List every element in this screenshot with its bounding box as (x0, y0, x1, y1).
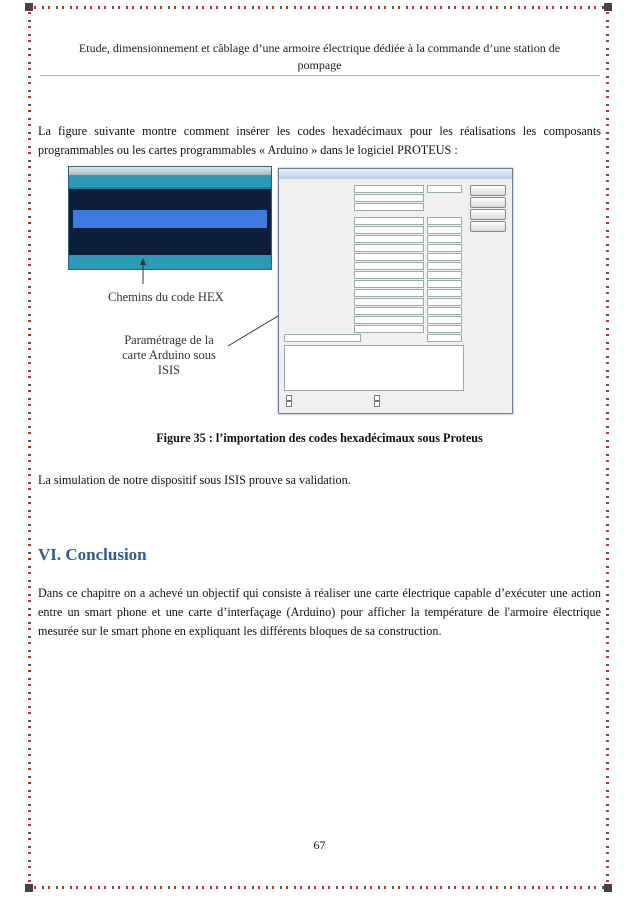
label-param-line-2: carte Arduino sous (122, 348, 216, 362)
header-line-2: pompage (297, 58, 342, 72)
intro-paragraph: La figure suivante montre comment insérer les codes hexadécimaux pour les réalisations les composants programmables ou les cartes programmables « Arduino » dans le logiciel PROTEUS : (38, 124, 601, 157)
section-title: VI. Conclusion (38, 545, 147, 564)
edit-component-dialog (278, 168, 513, 414)
header-rule (40, 75, 600, 76)
label-param-line-1: Paramétrage de la (124, 333, 214, 347)
page-number: 67 (313, 838, 326, 852)
header-line-1: Etude, dimensionnement et câblage d’une armoire électrique dédiée à la commande d’une station de (78, 41, 561, 55)
figure-35 (68, 163, 513, 413)
label-hex-path: Chemins du code HEX (108, 290, 224, 304)
simulation-paragraph: La simulation de notre dispositif sous ISIS prouve sa validation. (38, 473, 351, 487)
running-header (50, 40, 589, 74)
figure-caption: Figure 35 : l’importation des codes hexadécimaux sous Proteus (156, 431, 483, 445)
label-param-line-3: ISIS (157, 363, 181, 377)
conclusion-paragraph: Dans ce chapitre on a achevé un objectif qui consiste à réaliser une carte électrique capable d’exécuter une action entre un smart phone et une carte d’interfaçage (Arduino) pour afficher la température de l'armoire électrique mesurée sur le smart phone en expliquant les différents bloques de sa construction. (38, 586, 601, 638)
